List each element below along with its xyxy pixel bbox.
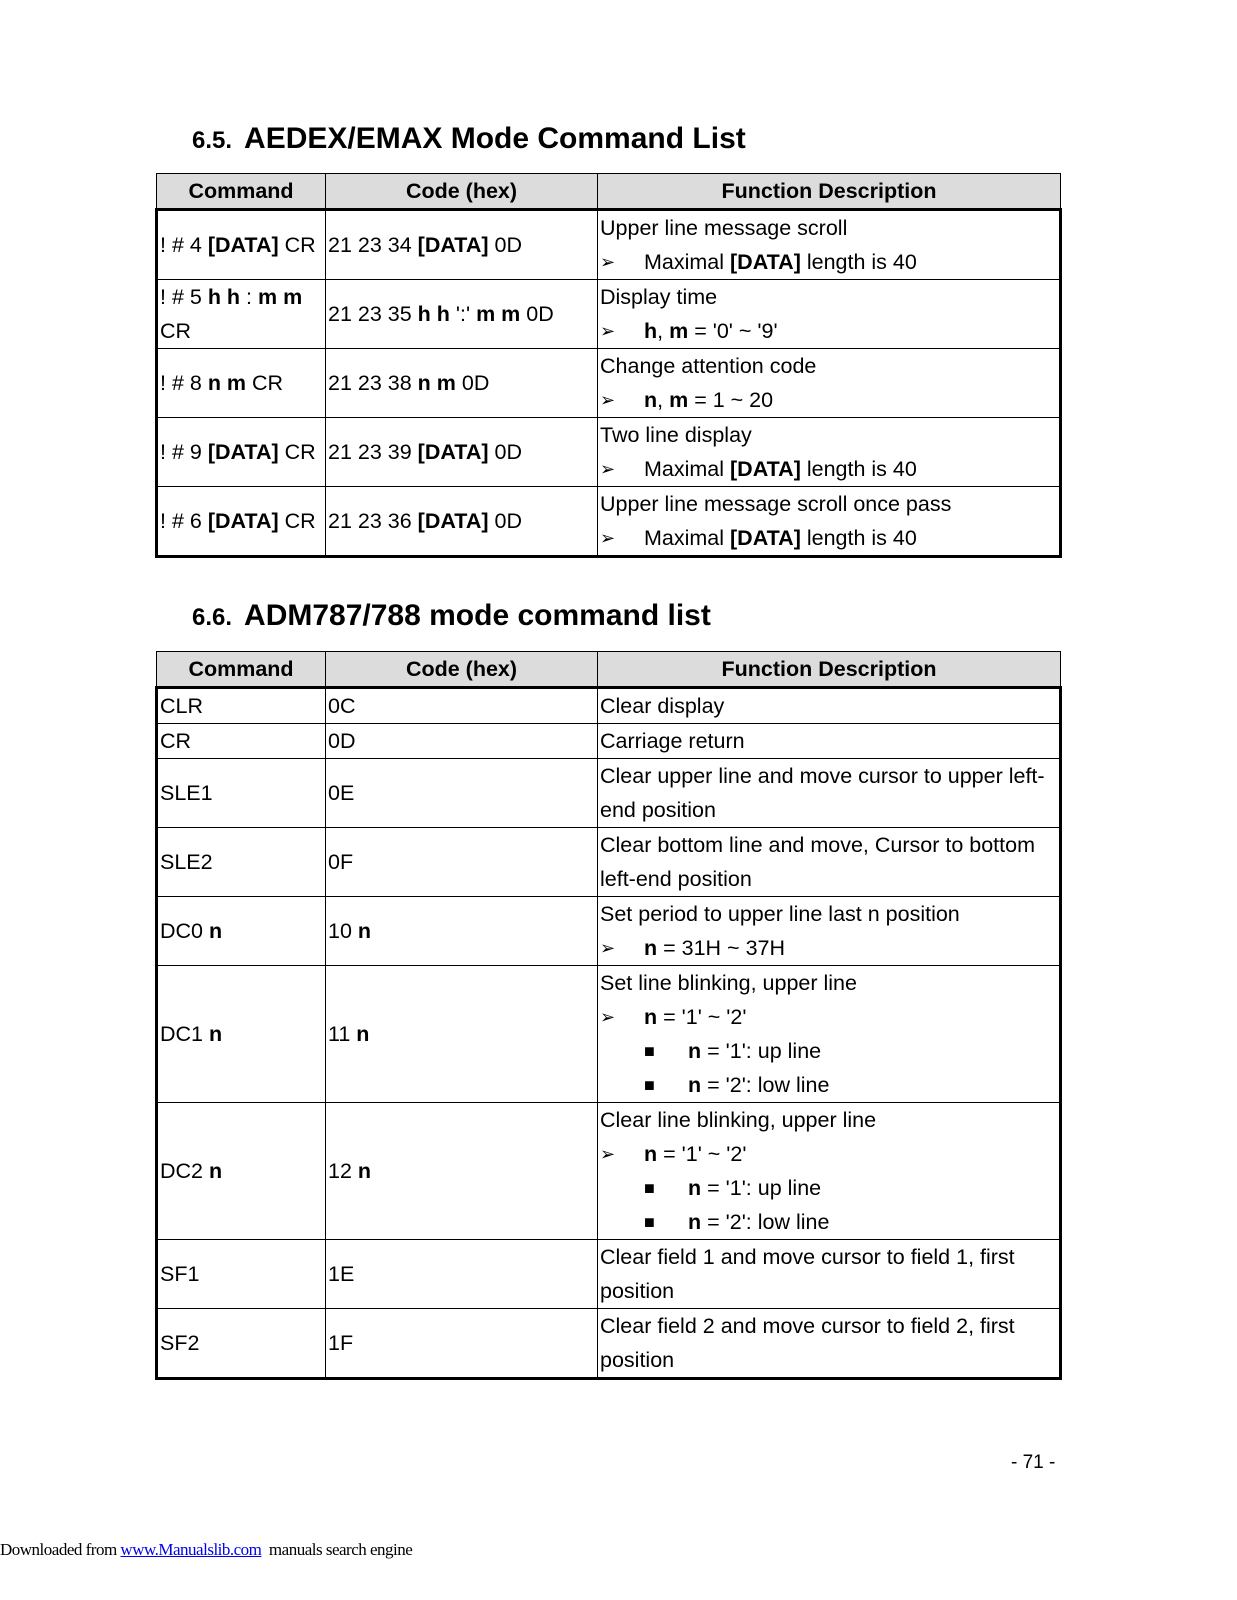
description-cell: Upper line message scroll ➢ Maximal [DATA] length is 40 bbox=[598, 210, 1061, 280]
arrow-bullet-icon: ➢ bbox=[600, 252, 616, 272]
table-row bbox=[157, 688, 1061, 724]
code-cell: 21 23 34 [DATA] 0D bbox=[326, 210, 598, 280]
arrow-bullet-icon: ➢ bbox=[600, 938, 616, 958]
square-bullet-icon: ■ bbox=[644, 1041, 655, 1061]
description-cell: Clear bottom line and move, Cursor to bottom left-end position bbox=[598, 828, 1061, 897]
bullet-item: ➢ h, m = '0' ~ '9' bbox=[600, 314, 1057, 348]
table-row bbox=[157, 828, 1061, 897]
footer-prefix: Downloaded from bbox=[0, 1540, 121, 1559]
table-row bbox=[157, 280, 1061, 349]
section-title-text: ADM787/788 mode command list bbox=[244, 599, 711, 632]
code-cell: 21 23 38 n m 0D bbox=[326, 349, 598, 418]
description-cell: Change attention code ➢ n, m = 1 ~ 20 bbox=[598, 349, 1061, 418]
command-cell: SF2 bbox=[157, 1309, 326, 1379]
code-cell: 1E bbox=[326, 1240, 598, 1309]
command-cell: ! # 8 n m CR bbox=[157, 349, 326, 418]
description-cell: Clear upper line and move cursor to upper left-end position bbox=[598, 759, 1061, 828]
bullet-item: ➢ Maximal [DATA] length is 40 bbox=[600, 521, 1057, 555]
code-cell: 21 23 35 h h ':' m m 0D bbox=[326, 280, 598, 349]
code-cell: 0D bbox=[326, 724, 598, 759]
command-cell: SLE2 bbox=[157, 828, 326, 897]
description-cell: Clear field 1 and move cursor to field 1, first position bbox=[598, 1240, 1061, 1309]
bullet-item: ➢ n = '1' ~ '2' bbox=[600, 1000, 1057, 1034]
header-function: Function Description bbox=[598, 174, 1061, 210]
code-cell: 0C bbox=[326, 688, 598, 724]
arrow-bullet-icon: ➢ bbox=[600, 390, 616, 410]
code-cell: 0E bbox=[326, 759, 598, 828]
code-cell: 1F bbox=[326, 1309, 598, 1379]
command-cell: SLE1 bbox=[157, 759, 326, 828]
table-row bbox=[157, 724, 1061, 759]
description-cell: Two line display ➢ Maximal [DATA] length is 40 bbox=[598, 418, 1061, 487]
sub-bullet-item: ■ n = '2': low line bbox=[600, 1068, 1057, 1102]
sub-bullet-item: ■ n = '1': up line bbox=[600, 1034, 1057, 1068]
section-title-6-5 bbox=[192, 121, 746, 159]
description-cell: Clear field 2 and move cursor to field 2, first position bbox=[598, 1309, 1061, 1379]
arrow-bullet-icon: ➢ bbox=[600, 1144, 616, 1164]
command-cell: CLR bbox=[157, 688, 326, 724]
bullet-item: ➢ Maximal [DATA] length is 40 bbox=[600, 245, 1057, 279]
table-row bbox=[157, 897, 1061, 966]
command-cell: DC2 n bbox=[157, 1103, 326, 1240]
square-bullet-icon: ■ bbox=[644, 1075, 655, 1095]
section-number: 6.6. bbox=[192, 604, 233, 631]
section-title-6-6 bbox=[192, 598, 711, 636]
arrow-bullet-icon: ➢ bbox=[600, 459, 616, 479]
description-cell: Clear display bbox=[598, 688, 1061, 724]
section-title-text: AEDEX/EMAX Mode Command List bbox=[244, 122, 746, 155]
page-number: - 71 - bbox=[1011, 1452, 1056, 1473]
square-bullet-icon: ■ bbox=[644, 1212, 655, 1232]
bullet-item: ➢ Maximal [DATA] length is 40 bbox=[600, 452, 1057, 486]
arrow-bullet-icon: ➢ bbox=[600, 528, 616, 548]
description-cell: Clear line blinking, upper line ➢ n = '1' ~ '2' ■ n = '1': up line ■ n = '2': low line bbox=[598, 1103, 1061, 1240]
sub-bullet-item: ■ n = '2': low line bbox=[600, 1205, 1057, 1239]
description-cell: Carriage return bbox=[598, 724, 1061, 759]
description-cell: Set line blinking, upper line ➢ n = '1' ~ '2' ■ n = '1': up line ■ n = '2': low line bbox=[598, 966, 1061, 1103]
arrow-bullet-icon: ➢ bbox=[600, 1007, 616, 1027]
table-row bbox=[157, 349, 1061, 418]
header-command: Command bbox=[157, 652, 326, 688]
header-command: Command bbox=[157, 174, 326, 210]
manualslib-link[interactable]: www.Manualslib.com bbox=[120, 1540, 262, 1559]
description-cell: Set period to upper line last n position ➢ n = 31H ~ 37H bbox=[598, 897, 1061, 966]
table-row bbox=[157, 759, 1061, 828]
aedex-command-table bbox=[155, 173, 1062, 558]
section-number: 6.5. bbox=[192, 127, 233, 154]
adm-command-table bbox=[155, 651, 1062, 1380]
command-cell: ! # 6 [DATA] CR bbox=[157, 487, 326, 557]
command-cell: ! # 4 [DATA] CR bbox=[157, 210, 326, 280]
table-row bbox=[157, 1103, 1061, 1240]
command-cell: SF1 bbox=[157, 1240, 326, 1309]
code-cell: 21 23 36 [DATA] 0D bbox=[326, 487, 598, 557]
table-row bbox=[157, 966, 1061, 1103]
command-cell: ! # 9 [DATA] CR bbox=[157, 418, 326, 487]
table-row bbox=[157, 418, 1061, 487]
code-cell: 12 n bbox=[326, 1103, 598, 1240]
header-code: Code (hex) bbox=[326, 652, 598, 688]
code-cell: 0F bbox=[326, 828, 598, 897]
header-function: Function Description bbox=[598, 652, 1061, 688]
description-cell: Display time ➢ h, m = '0' ~ '9' bbox=[598, 280, 1061, 349]
command-cell: DC0 n bbox=[157, 897, 326, 966]
command-cell: CR bbox=[157, 724, 326, 759]
table-row bbox=[157, 487, 1061, 557]
table-row bbox=[157, 1240, 1061, 1309]
bullet-item: ➢ n = 31H ~ 37H bbox=[600, 931, 1057, 965]
bullet-item: ➢ n, m = 1 ~ 20 bbox=[600, 383, 1057, 417]
bullet-item: ➢ n = '1' ~ '2' bbox=[600, 1137, 1057, 1171]
command-cell: ! # 5 h h : m m CR bbox=[157, 280, 326, 349]
code-cell: 11 n bbox=[326, 966, 598, 1103]
footer-suffix: manuals search engine bbox=[261, 1540, 413, 1559]
code-cell: 21 23 39 [DATA] 0D bbox=[326, 418, 598, 487]
command-cell: DC1 n bbox=[157, 966, 326, 1103]
code-cell: 10 n bbox=[326, 897, 598, 966]
description-cell: Upper line message scroll once pass ➢ Maximal [DATA] length is 40 bbox=[598, 487, 1061, 557]
sub-bullet-item: ■ n = '1': up line bbox=[600, 1171, 1057, 1205]
table-row bbox=[157, 210, 1061, 280]
footer bbox=[0, 1540, 412, 1560]
table-row bbox=[157, 1309, 1061, 1379]
arrow-bullet-icon: ➢ bbox=[600, 321, 616, 341]
square-bullet-icon: ■ bbox=[644, 1178, 655, 1198]
header-code: Code (hex) bbox=[326, 174, 598, 210]
